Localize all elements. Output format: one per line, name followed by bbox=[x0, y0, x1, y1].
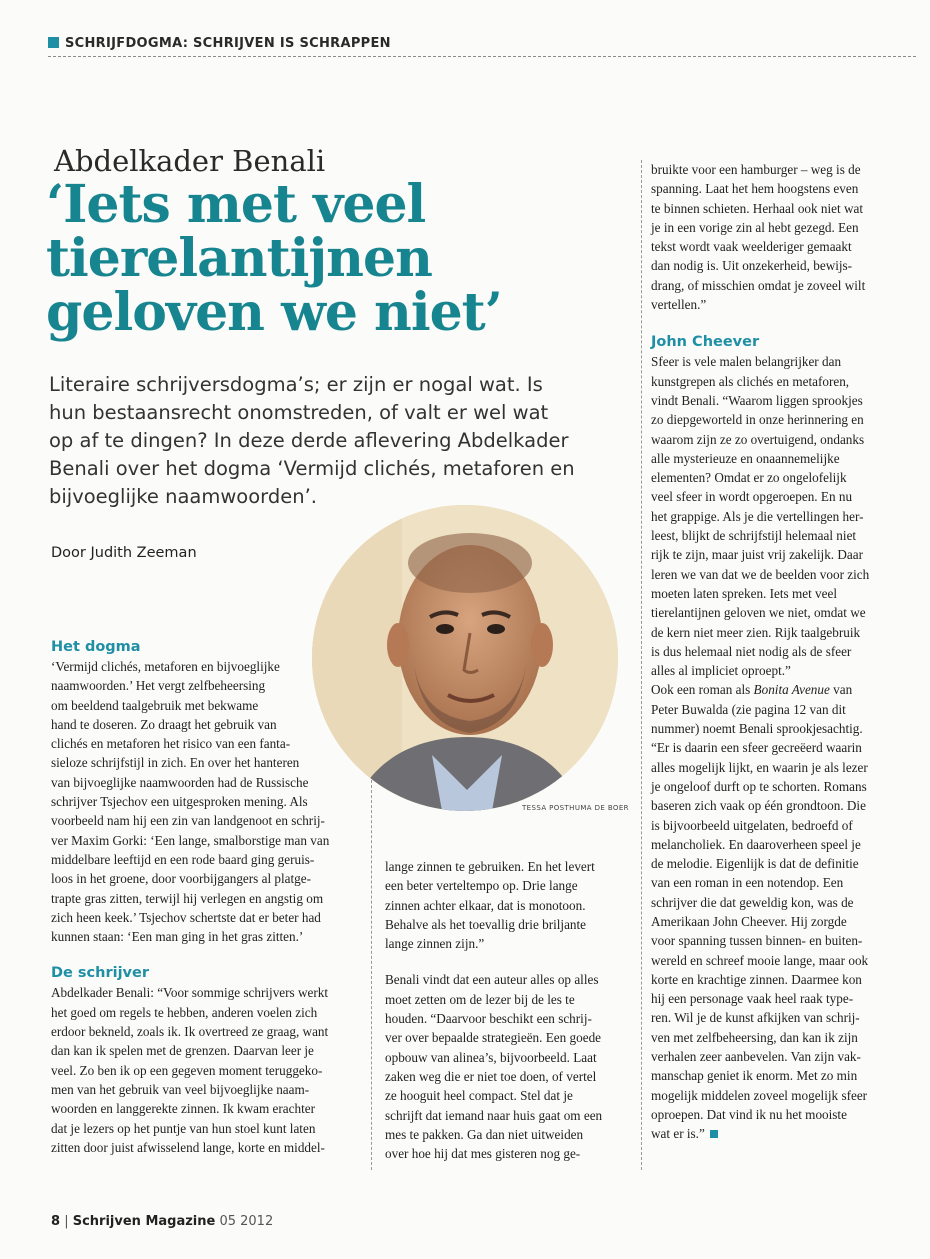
text-line: zinnen achter elkaar, dat is monotoon. bbox=[385, 897, 586, 913]
text-line: opbouw van alinea’s, bijvoorbeeld. Laat bbox=[385, 1049, 597, 1065]
page-number: 8 bbox=[51, 1214, 61, 1229]
column-3-text-b bbox=[651, 352, 899, 1143]
column-3 bbox=[651, 160, 899, 1144]
text-line: loos in het groene, door voorbijgangers al platge- bbox=[51, 871, 312, 887]
text-line: ver over bepaalde strategieën. Een goede bbox=[385, 1030, 602, 1046]
text-line: Abdelkader Benali: “Voor sommige schrijvers werkt bbox=[51, 985, 328, 1001]
text-line: voorbeeld nam hij een zin van landgenoot en schrij- bbox=[51, 813, 325, 829]
text-line: Amerikaan John Cheever. Hij zorgde bbox=[651, 913, 847, 929]
text-line: “Er is daarin een sfeer gecreëerd waarin bbox=[651, 740, 862, 756]
text-line: men van het gebruik van veel bijvoeglijke naam- bbox=[51, 1081, 310, 1097]
text-line: tierelantijnen geloven we niet, omdat we bbox=[651, 605, 866, 621]
text-line: schrijver Tsjechov een uitgesproken mening. Als bbox=[51, 794, 308, 810]
text-line: bruikte voor een hamburger – weg is de bbox=[651, 162, 861, 177]
article-headline bbox=[46, 174, 606, 343]
article-author-name: Abdelkader Benali bbox=[54, 144, 326, 178]
byline: Door Judith Zeeman bbox=[51, 545, 197, 561]
text-line: nummer) noemt Benali sprookjesachtig. bbox=[651, 721, 863, 737]
text-line: alle mysterieuze en onaannemelijke bbox=[651, 450, 840, 466]
text-line bbox=[651, 680, 899, 699]
text-line: vindt Benali. “Waarom liggen sprookjes bbox=[651, 392, 863, 408]
text-line: het goed om regels te hebben, anderen voelen zich bbox=[51, 1004, 318, 1020]
text-line: elementen? Omdat er zo ongelofelijk bbox=[651, 470, 847, 486]
text-line: moeten laten spreken. Iets met veel bbox=[651, 585, 838, 601]
text-line: ‘Vermijd clichés, metaforen en bijvoeglijke bbox=[51, 659, 280, 674]
text-line: tekst wordt vaak weelderiger gemaakt bbox=[651, 239, 852, 255]
text-line: kunstgrepen als clichés en metaforen, bbox=[651, 373, 850, 389]
text-line: clichés en metaforen het risico van een fanta- bbox=[51, 736, 291, 752]
text-line: alles al impliciet oproept.” bbox=[651, 663, 791, 679]
text-line: mes te pakken. Ga dan niet uitweiden bbox=[385, 1126, 584, 1142]
text-line: de kern niet meer zien. Rijk taalgebruik bbox=[651, 624, 861, 640]
intro-line: hun bestaansrecht onomstreden, of valt er wel wat bbox=[49, 401, 549, 424]
text-line: moet zetten om de lezer bij de les te bbox=[385, 991, 575, 1007]
intro-line: Literaire schrijversdogma’s; er zijn er nogal wat. Is bbox=[49, 373, 543, 396]
photo-credit: TESSA POSTHUMA DE BOER bbox=[522, 804, 629, 812]
section-label: SCHRIJFDOGMA: SCHRIJVEN IS SCHRAPPEN bbox=[65, 36, 391, 51]
text-line: trapte gras zitten, terwijl hij verlegen en angstig om bbox=[51, 890, 324, 906]
text-line: ze hooguit heel compact. Stel dat je bbox=[385, 1088, 573, 1104]
text-line: over hoe hij dat mes gisteren nog ge- bbox=[385, 1146, 581, 1162]
text-line: hij een personage vaak heel raak type- bbox=[651, 991, 854, 1007]
text-line: je in een vorige zin al hebt gezegd. Een bbox=[651, 219, 859, 235]
text-line: zich heen keek.’ Tsjechov schertste dat er beter had bbox=[51, 909, 321, 925]
text-line: rijk te zijn, maar juist vrij zakelijk. Daar bbox=[651, 547, 864, 563]
text-span: Ook een roman als bbox=[651, 682, 754, 698]
text-line: leren we van dat we de beelden voor zich bbox=[651, 566, 870, 582]
text-line: is bijvoorbeeld uitgelaten, bedroefd of bbox=[651, 817, 853, 833]
text-line: erdoor bekneld, zoals ik. Ik overtreed ze graag, want bbox=[51, 1024, 329, 1040]
text-line: baseren zich vaak op één grondtoon. Die bbox=[651, 798, 866, 814]
text-line: woorden en langgerekte zinnen. Ik kwam erachter bbox=[51, 1101, 315, 1117]
text-line: zo diepgeworteld in onze herinnering en bbox=[651, 412, 864, 428]
end-square-icon bbox=[710, 1130, 718, 1138]
text-line: spanning. Laat het hem hoogstens even bbox=[651, 181, 859, 197]
text-line: korte en krachtige zinnen. Daarmee kon bbox=[651, 971, 862, 987]
text-span: van bbox=[829, 682, 853, 698]
text-line: ven met zelfbeheersing, dan kan ik zijn bbox=[651, 1029, 858, 1045]
text-line bbox=[651, 1124, 899, 1143]
text-line: voor spanning tussen binnen- en buiten- bbox=[651, 933, 863, 949]
text-line: Peter Buwalda (zie pagina 12 van dit bbox=[651, 701, 846, 717]
text-line: kunnen staan: ‘Een man ging in het gras zitten.’ bbox=[51, 929, 304, 945]
text-line: oproepen. Dat vind ik nu het mooiste bbox=[651, 1106, 847, 1122]
text-line: melancholiek. En daaroverheen speel je bbox=[651, 836, 861, 852]
text-line: dan nodig is. Uit onzekerheid, bewijs- bbox=[651, 258, 853, 274]
text-line: schrijver die dat geweldig kon, was de bbox=[651, 894, 854, 910]
text-line: wereld en schreef mooie lange, maar ook bbox=[651, 952, 869, 968]
intro-line: Benali over het dogma ‘Vermijd clichés, metaforen en bbox=[49, 457, 575, 480]
headline-line: tierelantijnen bbox=[46, 228, 432, 289]
text-line: is dus helemaal niet nodig als de sfeer bbox=[651, 643, 852, 659]
text-line: hand te doseren. Zo draagt het gebruik van bbox=[51, 716, 277, 732]
text-line: zaken weg die er niet toe doen, of vertel bbox=[385, 1068, 597, 1084]
text-line: Behalve als het toevallig drie briljante bbox=[385, 916, 587, 932]
text-line: mogelijk middelen zoveel mogelijk sfeer bbox=[651, 1087, 868, 1103]
magazine-name: Schrijven Magazine bbox=[72, 1214, 216, 1229]
section-square-icon bbox=[48, 37, 59, 48]
book-title: Bonita Avenue bbox=[753, 682, 830, 698]
text-line: veel sfeer in wordt opgeroepen. En nu bbox=[651, 489, 853, 505]
text-line: vertellen.” bbox=[651, 297, 707, 313]
subheading-john-cheever: John Cheever bbox=[651, 334, 760, 351]
text-line: van een roman in een notendop. Een bbox=[651, 875, 844, 891]
column-1 bbox=[51, 637, 361, 1157]
footer-separator: | bbox=[64, 1214, 69, 1229]
intro-line: op af te dingen? In deze derde aflevering Abdelkader bbox=[49, 429, 569, 452]
column-1-text-b bbox=[51, 983, 361, 1157]
text-line: Sfeer is vele malen belangrijker dan bbox=[651, 354, 842, 370]
intro-paragraph bbox=[49, 371, 639, 511]
column-1-text-a bbox=[51, 657, 361, 946]
text-line: waarom zijn ze zo overtuigend, ondanks bbox=[651, 431, 865, 447]
text-line: de melodie. Eigenlijk is dat de definitie bbox=[651, 856, 859, 872]
headline-line: geloven we niet’ bbox=[46, 282, 502, 343]
text-line: houden. “Daarvoor beschikt een schrij- bbox=[385, 1011, 592, 1027]
text-line: lange zinnen zijn.” bbox=[385, 936, 485, 952]
text-line: een beter verteltempo op. Drie lange bbox=[385, 878, 578, 894]
text-line: middelbare leeftijd en een rode baard ging geruis- bbox=[51, 851, 315, 867]
text-line: ren. Wil je de kunst afkijken van schrij- bbox=[651, 1010, 860, 1026]
text-line: drang, of misschien omdat je zoveel wilt bbox=[651, 277, 866, 293]
column-3-text-a bbox=[651, 160, 899, 314]
headline-line: ‘Iets met veel bbox=[46, 174, 426, 235]
column-2 bbox=[385, 857, 635, 1163]
text-line: naamwoorden.’ Het vergt zelfbeheersing bbox=[51, 678, 266, 694]
text-line: schrijft dat iemand naar huis gaat om een bbox=[385, 1107, 603, 1123]
text-line: het grappige. Als je die vertellingen her- bbox=[651, 508, 864, 524]
text-line: sieloze schrijfstijl in zich. En over het hanteren bbox=[51, 755, 300, 771]
text-line: dat je lezers op het puntje van hun stoel kunt laten bbox=[51, 1120, 316, 1136]
issue-date: 05 2012 bbox=[219, 1214, 274, 1229]
text-line: verhalen zeer aanbevelen. Van zijn vak- bbox=[651, 1049, 861, 1065]
text-line: lange zinnen te gebruiken. En het levert bbox=[385, 859, 595, 874]
text-line: te binnen schieten. Herhaal ook niet wat bbox=[651, 200, 864, 216]
subheading-de-schrijver: De schrijver bbox=[51, 965, 149, 982]
subheading-het-dogma: Het dogma bbox=[51, 639, 141, 655]
text-line: ver Maxim Gorki: ‘Een lange, smalborstige man van bbox=[51, 832, 330, 848]
text-line: manschap geniet ik enorm. Met zo min bbox=[651, 1068, 858, 1084]
text-line: Benali vindt dat een auteur alles op alles bbox=[385, 972, 599, 988]
text-line: leest, blijkt de schrijfstijl helemaal niet bbox=[651, 528, 857, 544]
text-line: alles mogelijk lijkt, en waarin je als lezer bbox=[651, 759, 868, 775]
column-divider bbox=[641, 160, 642, 1170]
section-header bbox=[48, 36, 916, 57]
text-line: zitten door juist afwisselend lange, korte en middel- bbox=[51, 1139, 325, 1155]
text-line: om beeldend taalgebruik met bekwame bbox=[51, 697, 259, 713]
text-line: van bijvoeglijke naamwoorden had de Russische bbox=[51, 774, 309, 790]
text-line: je ongeloof durft op te schorten. Romans bbox=[651, 778, 867, 794]
page-footer bbox=[51, 1214, 273, 1229]
text-line: dan kan ik spelen met de grenzen. Daarvan leer je bbox=[51, 1043, 314, 1059]
text-span: wat er is.” bbox=[651, 1126, 705, 1142]
intro-line: bijvoeglijke naamwoorden’. bbox=[49, 485, 317, 508]
text-line: veel. Zo ben ik op een gegeven moment teruggeko- bbox=[51, 1062, 323, 1078]
column-divider bbox=[371, 780, 372, 1170]
